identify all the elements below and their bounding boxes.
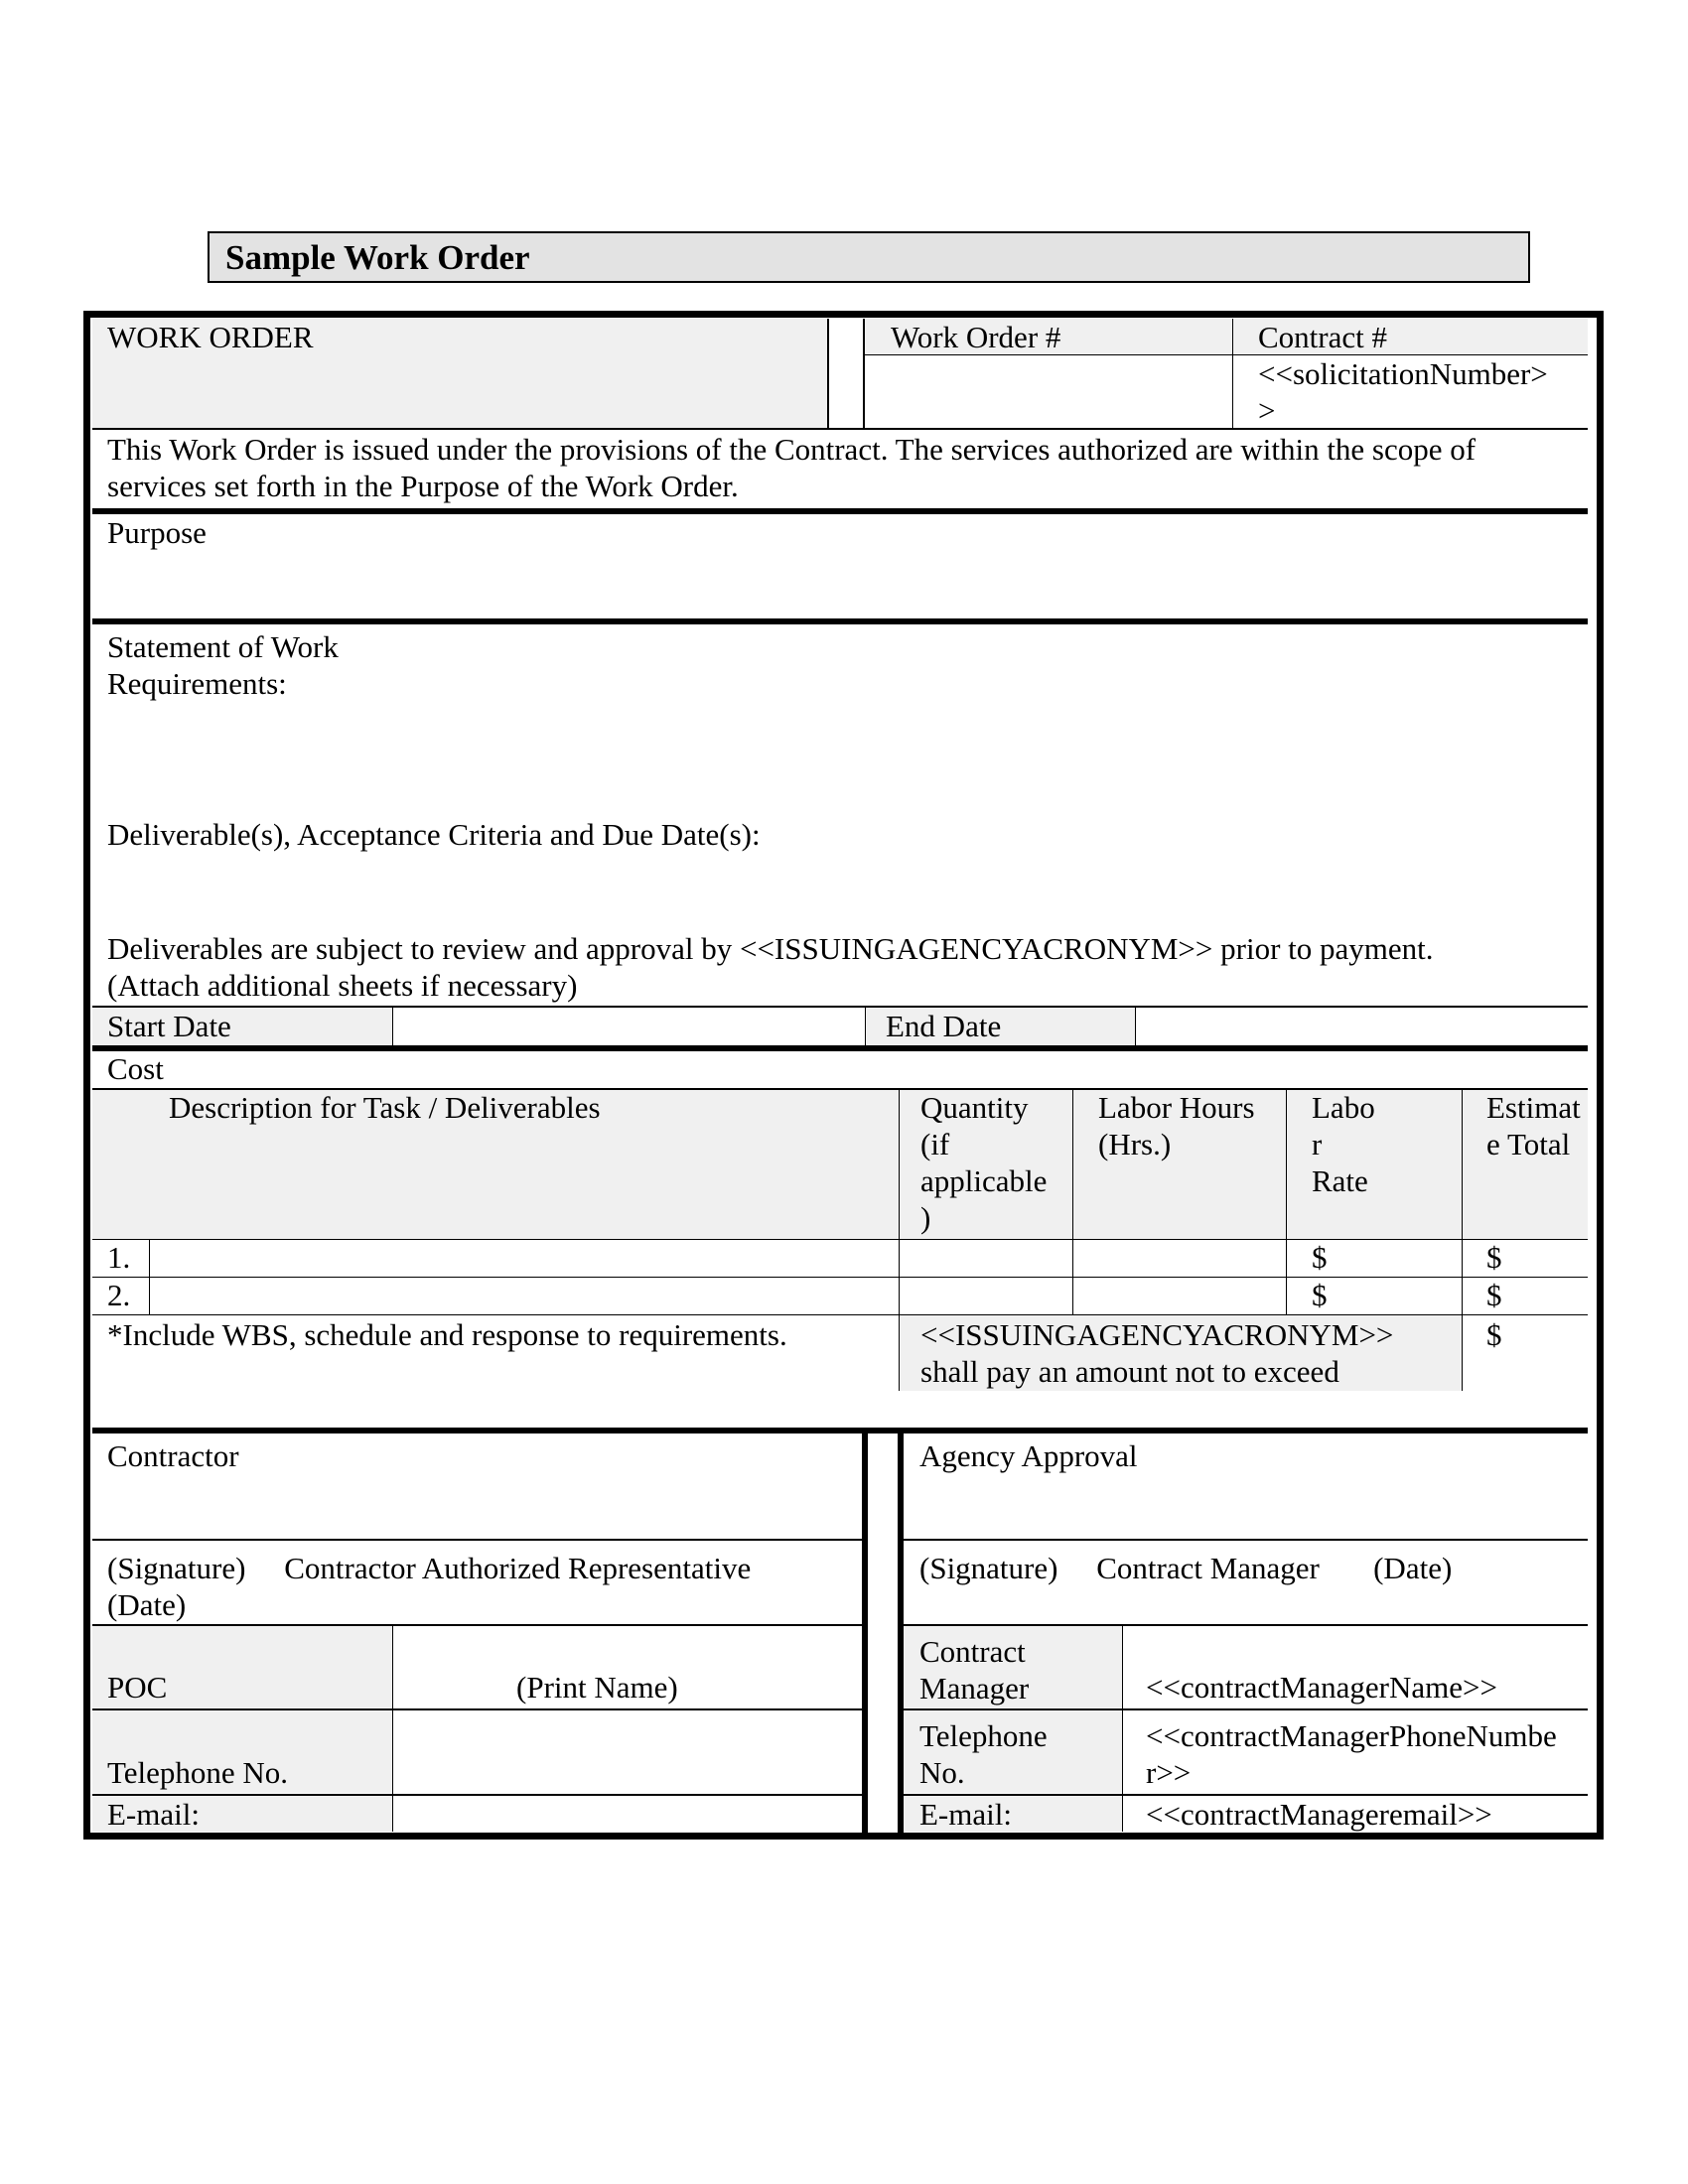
contractor-email-label: E-mail: — [107, 1797, 200, 1832]
not-to-exceed-text: <<ISSUINGAGENCYACRONYM>> shall pay an amount not to exceed — [920, 1317, 1394, 1389]
quantity-header: Quantity (if applicable ) — [920, 1090, 1048, 1235]
agency-email-value: <<contractManageremail>> — [1146, 1797, 1492, 1832]
cost-row-1-number: 1. — [107, 1240, 131, 1275]
rule — [92, 618, 1588, 624]
rule — [1072, 1090, 1073, 1314]
cost-row-2-rate: $ — [1312, 1278, 1328, 1312]
rule — [904, 1539, 1588, 1541]
print-name-label: (Print Name) — [516, 1670, 678, 1705]
rule — [92, 508, 1588, 514]
rule — [92, 1428, 1588, 1433]
purpose-label: Purpose — [107, 515, 207, 550]
start-date-label: Start Date — [107, 1009, 231, 1043]
rule — [1232, 319, 1233, 428]
rule — [1462, 1090, 1463, 1391]
title-bar — [208, 231, 1530, 283]
description-header: Description for Task / Deliverables — [169, 1090, 601, 1125]
cost-label: Cost — [107, 1051, 164, 1086]
start-date-field[interactable] — [394, 1008, 863, 1045]
labor-rate-header: Labo r Rate — [1312, 1090, 1375, 1198]
cost-row-2-total: $ — [1486, 1278, 1502, 1312]
rule — [1122, 1626, 1123, 1832]
rule — [92, 1314, 1588, 1315]
work-order-number-label: Work Order # — [891, 320, 1061, 354]
labor-hours-header: Labor Hours (Hrs.) — [1098, 1090, 1255, 1161]
cost-row-1-rate: $ — [1312, 1240, 1328, 1275]
rule — [392, 1008, 393, 1045]
rule — [899, 1090, 900, 1391]
rule — [92, 1539, 862, 1541]
contract-manager-value: <<contractManagerName>> — [1146, 1670, 1497, 1705]
cost-row-1-total: $ — [1486, 1240, 1502, 1275]
cost-note: *Include WBS, schedule and response to requirements. — [107, 1317, 787, 1352]
work-order-number-field[interactable] — [867, 356, 1230, 426]
agency-phone-label: Telephone No. — [919, 1718, 1048, 1790]
agency-signature-line: (Signature) Contract Manager (Date) — [919, 1551, 1453, 1585]
contractor-phone-label: Telephone No. — [107, 1755, 289, 1790]
not-to-exceed-amount: $ — [1486, 1317, 1502, 1352]
end-date-label: End Date — [886, 1009, 1002, 1043]
rule — [827, 319, 829, 428]
page-title: Sample Work Order — [225, 238, 530, 277]
rule — [904, 1624, 1588, 1626]
contractor-signature-line: (Signature) Contractor Authorized Representative (Date) — [107, 1551, 752, 1622]
provisions-text: This Work Order is issued under the provisions of the Contract. The services authorized are within the scope of services set forth in the Purpose of the Work Order. — [107, 432, 1477, 503]
rule — [1286, 1090, 1287, 1314]
cost-row-2-description[interactable] — [151, 1278, 898, 1313]
contract-number-value: <<solicitationNumber> > — [1258, 356, 1548, 428]
agency-phone-value: <<contractManagerPhoneNumbe r>> — [1146, 1718, 1557, 1790]
rule — [862, 1433, 868, 1833]
cost-row-2-number: 2. — [107, 1278, 131, 1312]
sow-label: Statement of Work Requirements: — [107, 629, 339, 701]
rule — [92, 1045, 1588, 1051]
rule — [865, 1008, 866, 1045]
rule — [92, 1624, 862, 1626]
rule — [392, 1626, 393, 1832]
poc-label: POC — [107, 1670, 168, 1705]
cost-row-1-description[interactable] — [151, 1240, 898, 1276]
deliverables-label: Deliverable(s), Acceptance Criteria and Due Date(s): — [107, 817, 761, 852]
rule — [904, 1708, 1588, 1710]
contractor-label: Contractor — [107, 1438, 239, 1473]
rule — [1135, 1008, 1136, 1045]
review-text: Deliverables are subject to review and approval by <<ISSUINGAGENCYACRONYM>> prior to payment. (Attach additional sheets if necessary) — [107, 931, 1434, 1003]
contract-number-label: Contract # — [1258, 320, 1387, 354]
work-order-label: WORK ORDER — [107, 320, 314, 354]
contractor-phone-field[interactable] — [394, 1710, 861, 1793]
rule — [149, 1239, 150, 1314]
contract-manager-label: Contract Manager — [919, 1634, 1030, 1706]
agency-email-label: E-mail: — [919, 1797, 1012, 1832]
agency-approval-label: Agency Approval — [919, 1438, 1138, 1473]
rule — [898, 1433, 904, 1833]
estimate-total-header: Estimat e Total — [1486, 1090, 1581, 1161]
contractor-email-field[interactable] — [394, 1796, 861, 1832]
rule — [863, 319, 865, 428]
end-date-field[interactable] — [1137, 1008, 1588, 1045]
